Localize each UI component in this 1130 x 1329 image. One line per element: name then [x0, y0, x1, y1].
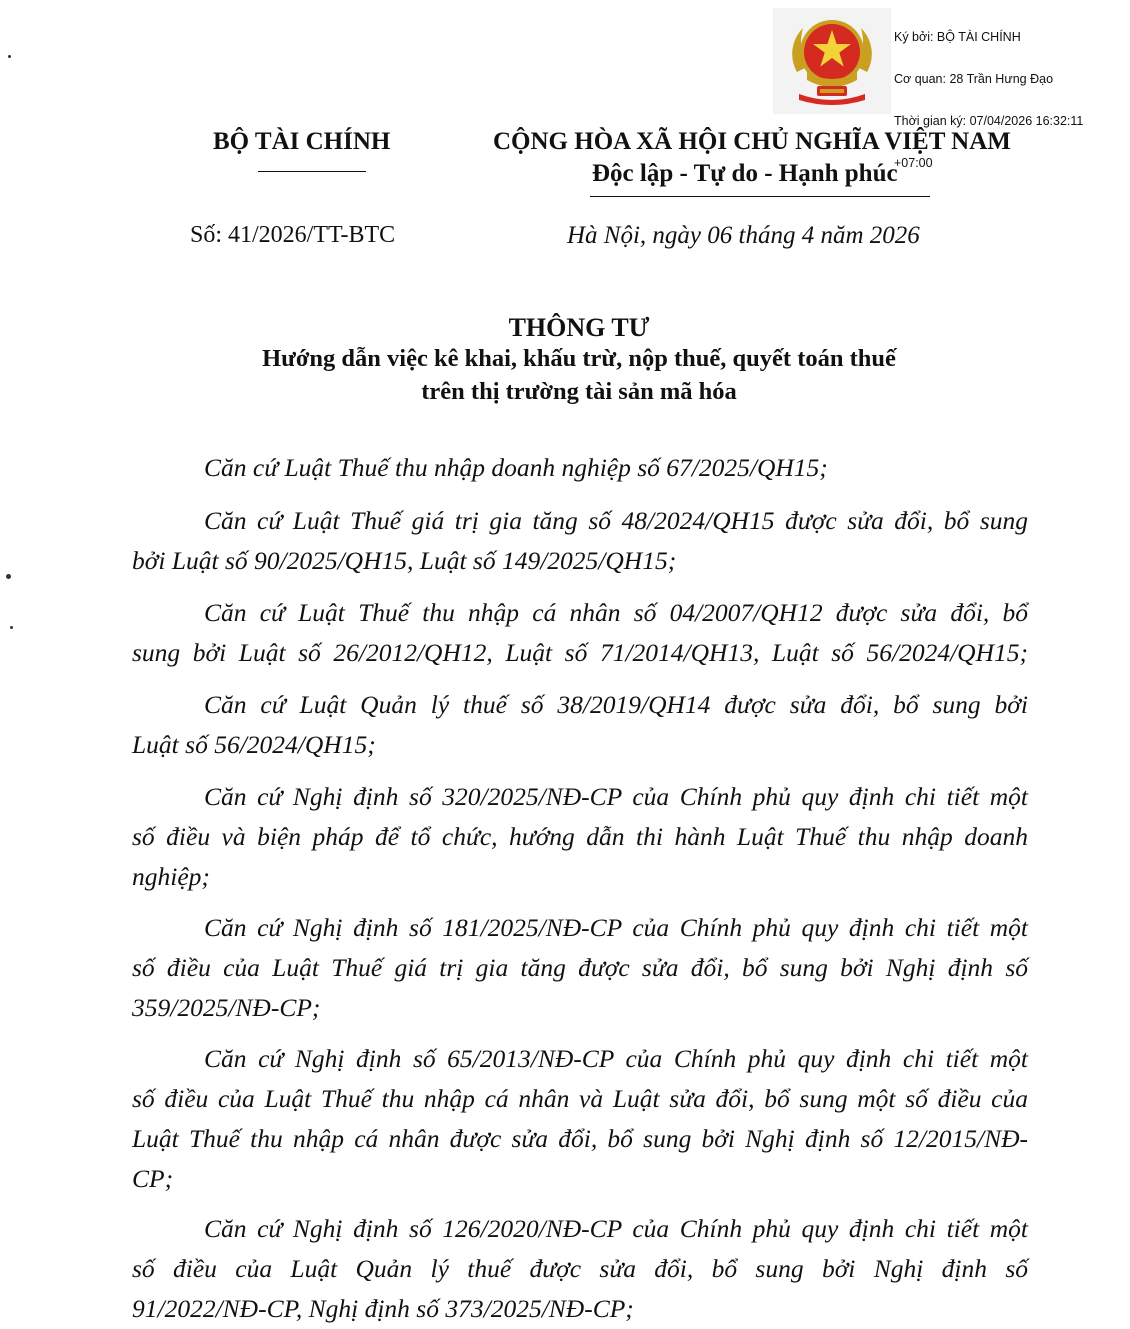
scan-mark: [8, 55, 11, 58]
scan-mark: [6, 574, 11, 579]
citation-line: Căn cứ Nghị định số 320/2025/NĐ-CP của Chính phủ quy định chi tiết một: [204, 782, 1028, 811]
citation-paragraph: [132, 1209, 1028, 1329]
citation-line: bởi Luật số 90/2025/QH15, Luật số 149/2025/QH15;: [132, 546, 677, 575]
citation-line: số điều và biện pháp để tổ chức, hướng dẫn thi hành Luật Thuế thu nhập doanh: [132, 822, 1028, 851]
citation-line: Căn cứ Luật Thuế thu nhập doanh nghiệp số 67/2025/QH15;: [204, 453, 828, 482]
vietnam-national-emblem-icon: [779, 10, 885, 110]
citation-paragraph: [132, 777, 1028, 897]
signature-time: Thời gian ký: 07/04/2026 16:32:11: [894, 114, 1084, 128]
citation-line: sung bởi Luật số 26/2012/QH12, Luật số 71/2014/QH13, Luật số 56/2024/QH15;: [132, 638, 1028, 667]
motto-underline: [590, 196, 930, 197]
citation-line: 359/2025/NĐ-CP;: [132, 993, 321, 1022]
citation-paragraph: [132, 1039, 1028, 1199]
national-title: CỘNG HÒA XÃ HỘI CHỦ NGHĨA VIỆT NAM: [493, 128, 1011, 155]
citation-paragraph: [132, 685, 1028, 765]
citation-line: Căn cứ Nghị định số 126/2020/NĐ-CP của Chính phủ quy định chi tiết một: [204, 1214, 1028, 1243]
citation-line: Căn cứ Luật Thuế giá trị gia tăng số 48/2024/QH15 được sửa đổi, bổ sung: [204, 506, 1028, 535]
citation-line: Căn cứ Luật Quản lý thuế số 38/2019/QH14 được sửa đổi, bổ sung bởi: [204, 690, 1028, 719]
signature-signer: Ký bởi: BỘ TÀI CHÍNH: [894, 30, 1021, 44]
national-motto: Độc lập - Tự do - Hạnh phúc: [592, 160, 898, 187]
citation-line: Luật Thuế thu nhập cá nhân được sửa đổi, bổ sung bởi Nghị định số 12/2015/NĐ-: [132, 1124, 1028, 1153]
citation-line: số điều của Luật Thuế thu nhập cá nhân và Luật sửa đổi, bổ sung một số điều của: [132, 1084, 1028, 1113]
place-and-date: Hà Nội, ngày 06 tháng 4 năm 2026: [567, 222, 920, 249]
document-number: Số: 41/2026/TT-BTC: [190, 222, 396, 248]
document-type: THÔNG TƯ: [508, 313, 650, 342]
signature-agency: Cơ quan: 28 Trần Hưng Đạo: [894, 72, 1054, 86]
citation-paragraph: [132, 448, 1028, 488]
citation-line: Căn cứ Nghị định số 181/2025/NĐ-CP của Chính phủ quy định chi tiết một: [204, 913, 1028, 942]
citation-line: 91/2022/NĐ-CP, Nghị định số 373/2025/NĐ-CP;: [132, 1294, 634, 1323]
citation-line: Căn cứ Luật Thuế thu nhập cá nhân số 04/2007/QH12 được sửa đổi, bổ: [204, 598, 1028, 627]
document-subtitle-line-1: Hướng dẫn việc kê khai, khấu trừ, nộp thuế, quyết toán thuế: [262, 345, 896, 372]
issuing-agency: BỘ TÀI CHÍNH: [213, 128, 391, 155]
citation-paragraph: [132, 501, 1028, 581]
signature-timezone: +07:00: [894, 156, 933, 170]
citation-line: Căn cứ Nghị định số 65/2013/NĐ-CP của Chính phủ quy định chi tiết một: [204, 1044, 1028, 1073]
citation-line: số điều của Luật Thuế giá trị gia tăng được sửa đổi, bổ sung bởi Nghị định số: [132, 953, 1028, 982]
agency-underline: [258, 171, 366, 172]
citation-line: số điều của Luật Quản lý thuế được sửa đổi, bổ sung bởi Nghị định số: [132, 1254, 1028, 1283]
digital-signature-info: [894, 2, 1130, 184]
citation-line: CP;: [132, 1164, 174, 1193]
citation-paragraph: [132, 593, 1028, 673]
document-subtitle-line-2: trên thị trường tài sản mã hóa: [421, 378, 737, 405]
citation-paragraph: [132, 908, 1028, 1028]
citation-line: nghiệp;: [132, 862, 210, 891]
scan-mark: [10, 626, 13, 629]
citation-line: Luật số 56/2024/QH15;: [132, 730, 376, 759]
